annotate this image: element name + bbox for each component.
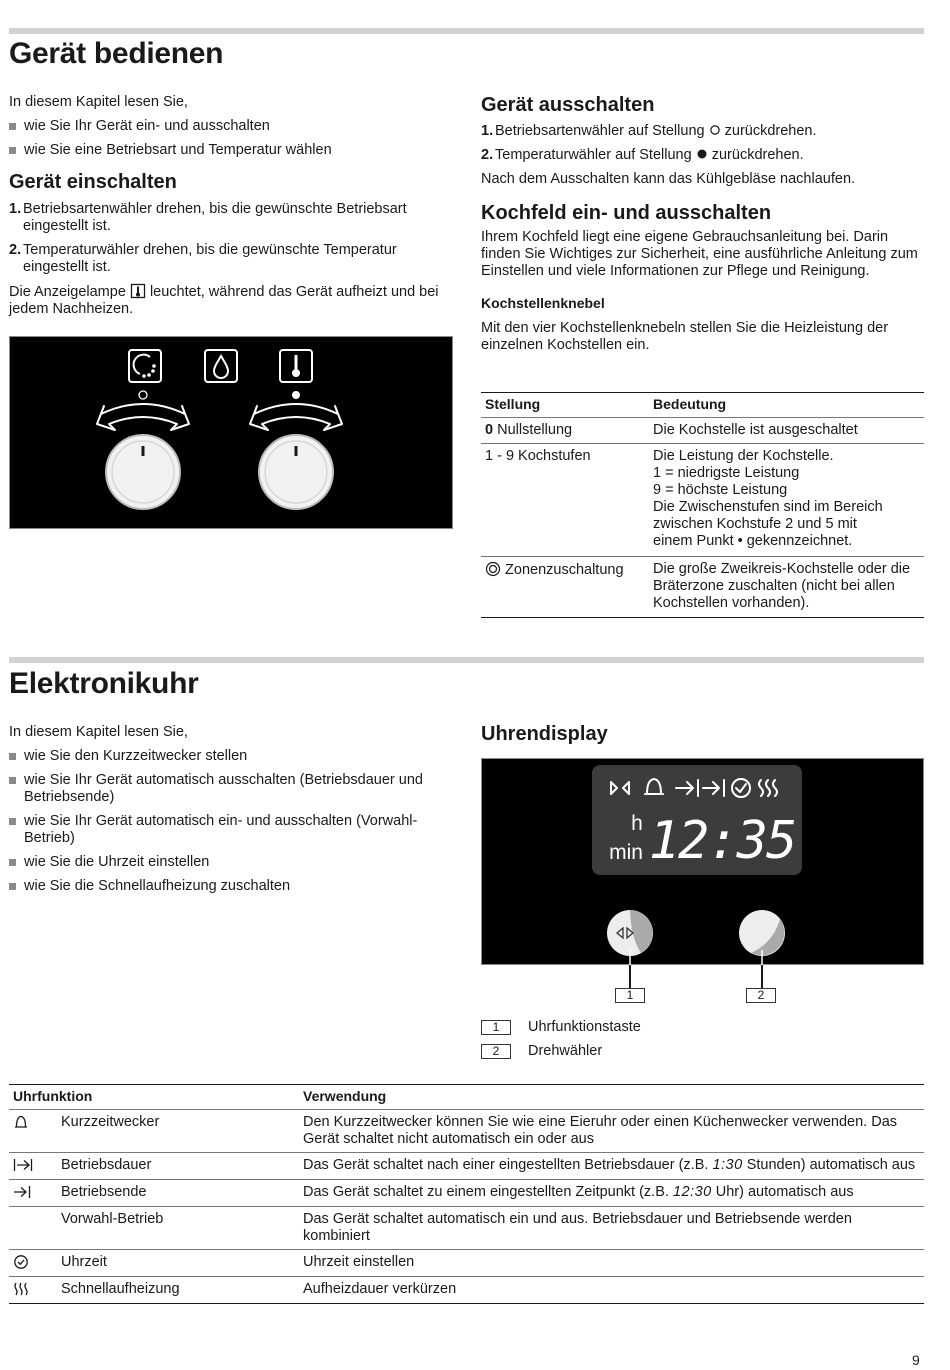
cell-uhrfunktion: Kurzzeitwecker [61,1114,160,1130]
section-divider-top [9,28,924,34]
heading-kochstellenknebel: Kochstellenknebel [481,295,605,311]
verwendung-text-a: Das Gerät schaltet nach einer eingestellten Betriebsdauer (z.B. [303,1157,709,1173]
cell-icon [9,1180,57,1207]
bedeutung-line: 1 = niedrigste Leistung [653,465,800,481]
right-column-section1 [481,93,924,354]
einschalten-steps [9,201,453,276]
kochstellenknebel-text: Mit den vier Kochstellenknebeln stellen Sie die Heizleistung der einzelnen Kochstellen ein. [481,320,889,353]
intro-bullets [9,118,453,159]
bedeutung-line: Die Zwischenstufen sind im Bereich zwischen Kochstufe 2 und 5 mit [653,499,883,532]
cell-icon [9,1277,57,1304]
rotary-selector-knob [739,910,785,956]
verwendung-text-b: Stunden) automatisch aus [746,1157,916,1173]
page-number: 9 [912,1352,920,1368]
clock-icon [13,1254,29,1270]
uhrfunktion-table-wrapper [9,1084,924,1304]
off-position-marker [139,391,147,399]
cell-stellung-text: Nullstellung [497,422,573,438]
bullet-item: wie Sie die Schnellaufheizung zuschalten [9,878,453,895]
step-number: 1. [481,123,494,139]
step-number: 1. [9,201,22,217]
section-title-geraet-bedienen: Gerät bedienen [9,37,224,70]
step-number: 2. [481,147,494,163]
cell-verwendung: Das Gerät schaltet automatisch ein und aus. Betriebsdauer und Betriebsende werden kombiniert [303,1211,852,1244]
legend-text: Uhrfunktionstaste [528,1019,641,1035]
legend-text: Drehwähler [528,1043,603,1059]
table-row [9,1153,924,1180]
display-legend [481,1019,924,1060]
cell-verwendung [299,1153,924,1180]
mode-selector-icon [129,350,161,382]
ausschalten-note: Nach dem Ausschalten kann das Kühlgebläse nachlaufen. [481,171,856,187]
heading-geraet-ausschalten: Gerät ausschalten [481,94,655,116]
clock-function-button [607,910,653,956]
cell-stellung [481,418,649,444]
callout-label-1: 1 [615,988,645,1003]
cell-bedeutung [649,444,924,557]
cell-verwendung [299,1180,924,1207]
table-row [9,1110,924,1153]
table-row [9,1250,924,1277]
cell-icon [9,1110,57,1153]
segment-time-example: 1:30 [712,1157,743,1173]
table-row [9,1207,924,1250]
cell-icon [9,1153,57,1180]
intro-bullets [9,748,453,895]
kochstellen-table [481,392,924,618]
rotation-arrow-left [97,404,189,430]
cell-uhrfunktion: Vorwahl-Betrieb [61,1211,164,1227]
bedeutung-line: 9 = höchste Leistung [653,482,788,498]
einschalten-note [9,283,453,318]
table-row [481,418,924,444]
cell-bedeutung: Die Kochstelle ist ausgeschaltet [653,422,858,438]
duration-icon [13,1157,33,1173]
water-drop-icon [205,350,237,382]
cell-stellung: 1 - 9 Kochstufen [485,448,591,464]
off-position-icon [709,124,721,136]
section-divider-elektronikuhr [9,657,924,663]
table-header-row [481,393,924,418]
column-header-stellung: Stellung [485,396,541,412]
uhrfunktion-table [9,1084,924,1304]
kochstellen-table-wrapper [481,392,924,618]
verwendung-text-a: Das Gerät schaltet zu einem eingestellten Zeitpunkt (z.B. [303,1184,669,1200]
step-text: Betriebsartenwähler auf Stellung [495,123,705,139]
step-text: Betriebsartenwähler drehen, bis die gewünschte Betriebsart eingestellt ist. [23,201,407,234]
step-item [9,201,453,235]
zero-symbol: 0 [485,422,494,438]
temperature-selector-knob [259,435,333,509]
thermometer-lamp-icon [130,283,146,299]
control-panel-drawing [9,336,453,529]
bullet-item: wie Sie den Kurzzeitwecker stellen [9,748,453,765]
rotation-arrow-right [250,404,342,430]
step-text: Temperaturwähler auf Stellung [495,147,692,163]
cell-verwendung: Aufheizdauer verkürzen [303,1281,457,1297]
bullet-item: wie Sie eine Betriebsart und Temperatur wählen [9,142,453,159]
cell-icon [9,1207,57,1250]
bullet-item: wie Sie Ihr Gerät automatisch ein- und ausschalten (Vorwahl-Betrieb) [9,813,453,847]
legend-item [481,1043,924,1060]
cell-uhrfunktion: Schnellaufheizung [61,1281,180,1297]
cell-icon [9,1250,57,1277]
cell-bedeutung: Die große Zweikreis-Kochstelle oder die Bräterzone zuschalten (nicht bei allen Kochstellen vorhanden). [653,561,911,611]
dual-zone-icon [485,561,501,577]
bedeutung-line: einem Punkt • gekennzeichnet. [653,533,853,549]
step-item [481,123,924,140]
verwendung-text-b: Uhr) automatisch aus [715,1184,854,1200]
legend-number: 2 [481,1044,511,1059]
step-item [481,147,924,164]
callout-line-2 [761,965,763,988]
callout-label-2: 2 [746,988,776,1003]
table-row [9,1277,924,1304]
column-header-bedeutung: Bedeutung [653,396,727,412]
note-text-before: Die Anzeigelampe [9,284,126,300]
cell-verwendung: Den Kurzzeitwecker können Sie wie eine Eieruhr oder einen Küchenwecker verwenden. Das Gerät schaltet nicht automatisch ein oder aus [303,1114,898,1147]
cell-stellung [481,557,649,618]
clock-display-drawing [481,758,924,965]
left-column-section1 [9,94,453,318]
cell-uhrfunktion: Uhrzeit [61,1254,107,1270]
ausschalten-steps [481,123,924,164]
table-row [481,444,924,557]
cell-verwendung: Uhrzeit einstellen [303,1254,415,1270]
legend-item [481,1019,924,1036]
lcd-time-readout: 12:35 [648,811,796,871]
zero-position-icon [696,148,708,160]
bullet-item: wie Sie die Uhrzeit einstellen [9,854,453,871]
step-item [9,242,453,276]
heading-kochfeld: Kochfeld ein- und ausschalten [481,202,772,224]
left-column-section2 [9,724,453,895]
step-text: Temperaturwähler drehen, bis die gewünschte Temperatur eingestellt ist. [23,242,397,275]
bullet-item: wie Sie Ihr Gerät automatisch ausschalten (Betriebsdauer und Betriebsende) [9,772,453,806]
bedeutung-line: Die Leistung der Kochstelle. [653,448,834,464]
column-header-uhrfunktion: Uhrfunktion [13,1088,93,1104]
cell-uhrfunktion: Betriebsende [61,1184,147,1200]
cell-stellung-text: Zonenzuschaltung [505,562,624,578]
zero-temp-marker [292,391,300,399]
heading-geraet-einschalten: Gerät einschalten [9,171,177,193]
legend-number: 1 [481,1020,511,1035]
table-row [9,1180,924,1207]
intro-text: In diesem Kapitel lesen Sie, [9,94,188,110]
end-time-icon [13,1184,31,1200]
quick-heat-icon [13,1281,29,1297]
step-number: 2. [9,242,22,258]
table-header-row [9,1085,924,1110]
step-text-end: zurückdrehen. [724,123,817,139]
clock-display-illustration [481,758,924,965]
thermometer-icon [280,350,312,382]
section-title-elektronikuhr: Elektronikuhr [9,667,199,700]
mode-selector-knob [106,435,180,509]
oven-control-panel-illustration [9,336,453,529]
segment-time-example: 12:30 [672,1184,712,1200]
bell-icon [13,1114,29,1130]
bullet-item: wie Sie Ihr Gerät ein- und ausschalten [9,118,453,135]
note-text-after: leuchtet, während das Gerät aufheizt und bei jedem Nachheizen. [9,284,439,317]
column-header-verwendung: Verwendung [303,1088,387,1104]
lcd-min-label: min [609,841,643,864]
intro-text: In diesem Kapitel lesen Sie, [9,724,188,740]
cell-uhrfunktion: Betriebsdauer [61,1157,152,1173]
callout-line-1 [629,965,631,988]
table-row [481,557,924,618]
lcd-hour-label: h [631,812,643,835]
kochfeld-text: Ihrem Kochfeld liegt eine eigene Gebrauchsanleitung bei. Darin finden Sie Wichtiges zur Sicherheit, eine ausführliche Anleitung zum Einstellen und viele Informationen zur Pflege und Reinigung. [481,229,918,279]
step-text-end: zurückdrehen. [711,147,804,163]
heading-uhrendisplay: Uhrendisplay [481,723,608,745]
